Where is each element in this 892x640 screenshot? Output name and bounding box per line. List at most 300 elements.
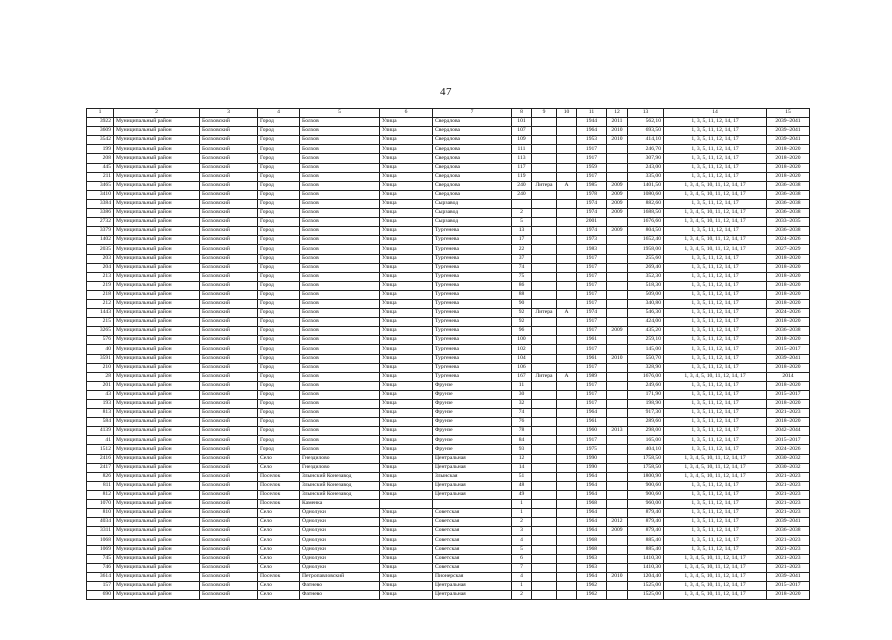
table-cell: 5 [512, 218, 532, 227]
table-cell: Болхов [300, 436, 380, 445]
table-cell [532, 590, 557, 599]
column-header: 13 [628, 109, 664, 118]
table-cell: А [557, 372, 577, 381]
table-cell: Тургенева [433, 345, 512, 354]
table-cell [532, 290, 557, 299]
table-cell: Болхов [300, 236, 380, 245]
table-cell: Центральная [433, 481, 512, 490]
table-row [87, 436, 810, 445]
table-cell [607, 418, 628, 427]
table-cell: 2018–2020 [767, 163, 810, 172]
table-cell: 335,00 [628, 172, 664, 181]
table-cell: 826 [87, 472, 114, 481]
table-cell: 1, 3, 4, 5, 10, 11, 12, 14, 17 [664, 554, 767, 563]
table-row [87, 136, 810, 145]
table-cell [557, 327, 577, 336]
table-cell: Город [258, 172, 300, 181]
table-cell: 48 [512, 481, 532, 490]
table-cell: Муниципальный район [114, 345, 200, 354]
table-cell: Муниципальный район [114, 481, 200, 490]
table-cell [557, 209, 577, 218]
table-cell: Город [258, 127, 300, 136]
table-cell: 1964 [577, 572, 607, 581]
table-cell: 307,90 [628, 154, 664, 163]
table-cell: Улица [380, 309, 433, 318]
table-cell: Свердлова [433, 181, 512, 190]
table-cell: Город [258, 409, 300, 418]
table-cell: Муниципальный район [114, 436, 200, 445]
table-cell: 117 [512, 163, 532, 172]
table-cell: Однолуки [300, 563, 380, 572]
table-cell: 1, 3, 5, 11, 12, 14, 17 [664, 363, 767, 372]
table-cell: Свердлова [433, 145, 512, 154]
table-cell: Село [258, 590, 300, 599]
table-cell: 6 [512, 554, 532, 563]
table-cell [532, 472, 557, 481]
table-cell: Муниципальный район [114, 590, 200, 599]
table-cell: Болхов [300, 281, 380, 290]
table-cell: Город [258, 372, 300, 381]
table-cell: Улица [380, 209, 433, 218]
table-row [87, 345, 810, 354]
table-cell: 1961 [577, 336, 607, 345]
table-cell: 2417 [87, 463, 114, 472]
table-cell: 4034 [87, 518, 114, 527]
table-cell: 2011 [607, 118, 628, 127]
table-cell: 4 [512, 536, 532, 545]
table-cell [532, 409, 557, 418]
column-header: 11 [577, 109, 607, 118]
column-header: 1 [87, 109, 114, 118]
table-cell: 1964 [577, 527, 607, 536]
table-cell: 1974 [577, 309, 607, 318]
table-cell [607, 454, 628, 463]
table-cell: Болхов [300, 163, 380, 172]
table-cell: Муниципальный район [114, 290, 200, 299]
table-cell: 2018–2020 [767, 299, 810, 308]
table-cell: Улица [380, 481, 433, 490]
table-row [87, 227, 810, 236]
table-cell: 804,50 [628, 227, 664, 236]
table-cell [380, 500, 433, 509]
table-cell [532, 272, 557, 281]
table-cell: 243,00 [628, 163, 664, 172]
table-cell: 2036–2038 [767, 209, 810, 218]
table-cell: 1, 3, 5, 11, 12, 14, 17 [664, 518, 767, 527]
table-cell: 2021–2023 [767, 563, 810, 572]
table-cell: Улица [380, 454, 433, 463]
table-cell [557, 318, 577, 327]
table-cell: Свердлова [433, 118, 512, 127]
table-cell: 1676,00 [628, 372, 664, 381]
table-cell: Город [258, 427, 300, 436]
table-cell: Свердлова [433, 190, 512, 199]
table-cell: 1, 3, 4, 5, 10, 11, 12, 14, 17 [664, 572, 767, 581]
table-cell: 211 [87, 172, 114, 181]
table-cell: Муниципальный район [114, 527, 200, 536]
table-cell: 811 [87, 481, 114, 490]
table-cell [557, 263, 577, 272]
table-cell [607, 381, 628, 390]
table-cell [557, 463, 577, 472]
table-row [87, 199, 810, 208]
table-cell [557, 518, 577, 527]
table-cell: 1, 3, 4, 5, 10, 11, 12, 14, 17 [664, 190, 767, 199]
table-cell: 3591 [87, 354, 114, 363]
table-cell: 193 [87, 400, 114, 409]
table-cell: Свердлова [433, 172, 512, 181]
table-cell [557, 290, 577, 299]
table-cell: 157 [87, 581, 114, 590]
table-cell [557, 390, 577, 399]
table-cell: 2 [512, 209, 532, 218]
table-cell [607, 400, 628, 409]
table-cell: 212 [87, 299, 114, 308]
table-cell: 1, 3, 5, 11, 12, 14, 17 [664, 545, 767, 554]
table-cell: 109 [512, 136, 532, 145]
table-cell: 1, 3, 4, 5, 10, 11, 12, 14, 17 [664, 454, 767, 463]
table-cell: Муниципальный район [114, 363, 200, 372]
table-row [87, 336, 810, 345]
table-cell [607, 500, 628, 509]
table-cell: 2013 [607, 427, 628, 436]
table-cell: Село [258, 527, 300, 536]
table-cell: Болховский [200, 427, 258, 436]
table-cell: Центральная [433, 590, 512, 599]
table-row [87, 327, 810, 336]
table-cell: 435,20 [628, 327, 664, 336]
table-cell: Болхов [300, 290, 380, 299]
table-cell: 1974 [577, 209, 607, 218]
table-cell: 203 [87, 254, 114, 263]
table-cell: Болховский [200, 409, 258, 418]
table-cell: Улица [380, 345, 433, 354]
table-cell [607, 345, 628, 354]
table-cell: Болховский [200, 327, 258, 336]
table-cell [557, 190, 577, 199]
table-cell [557, 481, 577, 490]
table-cell: Болховский [200, 245, 258, 254]
table-cell: 96 [512, 327, 532, 336]
table-cell: Болховский [200, 127, 258, 136]
table-cell: 104 [512, 354, 532, 363]
table-cell: 199 [87, 145, 114, 154]
table-cell: 2039–2041 [767, 127, 810, 136]
table-cell: Болховский [200, 554, 258, 563]
table-cell: 208 [87, 154, 114, 163]
table-cell: 49 [512, 490, 532, 499]
table-cell: 900,60 [628, 490, 664, 499]
table-cell: Болховский [200, 363, 258, 372]
table-cell: Болхов [300, 409, 380, 418]
table-cell: Болхов [300, 363, 380, 372]
table-cell: 3410 [87, 190, 114, 199]
table-cell: Село [258, 545, 300, 554]
table-cell [607, 145, 628, 154]
table-cell: Тургенева [433, 354, 512, 363]
table-row [87, 409, 810, 418]
table-cell [557, 436, 577, 445]
table-cell: Однолуки [300, 509, 380, 518]
table-cell: Город [258, 254, 300, 263]
table-cell [532, 545, 557, 554]
table-cell: 1, 3, 4, 5, 10, 11, 12, 14, 17 [664, 209, 767, 218]
table-cell [532, 127, 557, 136]
table-cell: 1974 [577, 227, 607, 236]
table-cell: 84 [512, 436, 532, 445]
table-cell: 113 [512, 154, 532, 163]
table-cell: 1, 3, 4, 5, 10, 11, 12, 14, 17 [664, 581, 767, 590]
table-cell: Муниципальный район [114, 254, 200, 263]
table-row [87, 500, 810, 509]
table-row [87, 590, 810, 599]
table-cell: Болховский [200, 381, 258, 390]
table-cell: Болхов [300, 272, 380, 281]
table-row [87, 127, 810, 136]
table-cell [607, 154, 628, 163]
table-row [87, 236, 810, 245]
table-cell: 1917 [577, 327, 607, 336]
table-cell: 2018–2020 [767, 290, 810, 299]
table-row [87, 527, 810, 536]
table-cell: Свердлова [433, 127, 512, 136]
table-cell: Болховский [200, 172, 258, 181]
table-cell: Злынский Конезавод [300, 490, 380, 499]
table-cell: Улица [380, 545, 433, 554]
table-cell: Болхов [300, 172, 380, 181]
table-cell: Болховский [200, 500, 258, 509]
table-cell: 119 [512, 172, 532, 181]
table-cell: Муниципальный район [114, 118, 200, 127]
table-cell: Улица [380, 327, 433, 336]
table-cell: Тургенева [433, 236, 512, 245]
table-cell: 1964 [577, 509, 607, 518]
table-cell [607, 545, 628, 554]
table-cell [557, 254, 577, 263]
table-cell: 2018–2020 [767, 381, 810, 390]
table-cell: Фрунзе [433, 400, 512, 409]
table-cell [557, 227, 577, 236]
table-cell: 550,70 [628, 354, 664, 363]
table-cell: 5 [512, 545, 532, 554]
table-cell: Улица [380, 227, 433, 236]
table-cell: 2018–2020 [767, 318, 810, 327]
table-cell: 1688,50 [628, 209, 664, 218]
table-cell: Пионерская [433, 572, 512, 581]
table-cell: 1758,50 [628, 463, 664, 472]
table-cell [532, 136, 557, 145]
table-cell: Улица [380, 145, 433, 154]
table-cell: 1968 [577, 500, 607, 509]
table-cell: Болховский [200, 281, 258, 290]
table-cell: 1968 [577, 536, 607, 545]
table-cell: Улица [380, 290, 433, 299]
table-cell: 1, 3, 5, 11, 12, 14, 17 [664, 445, 767, 454]
table-cell [532, 154, 557, 163]
table-cell: 74 [512, 263, 532, 272]
table-cell: 1, 3, 4, 5, 10, 11, 12, 14, 17 [664, 236, 767, 245]
table-cell [532, 427, 557, 436]
table-cell: Болхов [300, 127, 380, 136]
table-cell: 2039–2041 [767, 354, 810, 363]
table-cell: 1, 3, 5, 11, 12, 14, 17 [664, 318, 767, 327]
table-cell: 1990 [577, 454, 607, 463]
table-cell: Улица [380, 554, 433, 563]
column-header: 7 [433, 109, 512, 118]
table-cell: Муниципальный район [114, 199, 200, 208]
register-table [86, 108, 810, 600]
table-cell: 1964 [577, 127, 607, 136]
table-cell: Болхов [300, 190, 380, 199]
table-cell: 810 [87, 509, 114, 518]
column-header: 5 [300, 109, 380, 118]
table-cell: Город [258, 218, 300, 227]
table-row [87, 581, 810, 590]
table-cell [557, 236, 577, 245]
table-cell: Город [258, 281, 300, 290]
table-cell: 812 [87, 490, 114, 499]
table-cell: 2024–2026 [767, 445, 810, 454]
table-cell [607, 163, 628, 172]
table-cell: Муниципальный район [114, 227, 200, 236]
table-cell: Город [258, 436, 300, 445]
table-row [87, 390, 810, 399]
table-cell: 167 [512, 372, 532, 381]
table-cell [607, 263, 628, 272]
table-cell: 2039–2041 [767, 572, 810, 581]
table-cell: 1964 [577, 472, 607, 481]
table-cell: 576 [87, 336, 114, 345]
table-row [87, 463, 810, 472]
table-cell [557, 136, 577, 145]
table-cell: 562,10 [628, 118, 664, 127]
table-cell: 1, 3, 5, 11, 12, 14, 17 [664, 354, 767, 363]
table-cell: Фрунзе [433, 381, 512, 390]
table-cell: 107 [512, 127, 532, 136]
table-cell: Муниципальный район [114, 136, 200, 145]
table-cell: Болховский [200, 418, 258, 427]
table-row [87, 363, 810, 372]
table-cell: 885,40 [628, 545, 664, 554]
table-cell: 917,30 [628, 409, 664, 418]
table-cell: Улица [380, 199, 433, 208]
table-cell [557, 154, 577, 163]
table-cell: 1917 [577, 272, 607, 281]
table-cell: 1, 3, 5, 11, 12, 14, 17 [664, 299, 767, 308]
table-cell: Тургенева [433, 281, 512, 290]
table-cell [607, 245, 628, 254]
table-cell: 3265 [87, 327, 114, 336]
table-cell: 1, 3, 5, 11, 12, 14, 17 [664, 263, 767, 272]
column-header: 8 [512, 109, 532, 118]
table-cell: Улица [380, 390, 433, 399]
table-cell: Город [258, 445, 300, 454]
table-cell: Болховский [200, 354, 258, 363]
table-cell: Город [258, 309, 300, 318]
table-cell: Улица [380, 409, 433, 418]
table-cell: Муниципальный район [114, 572, 200, 581]
table-cell: Советская [433, 536, 512, 545]
table-cell: Советская [433, 518, 512, 527]
table-cell [532, 527, 557, 536]
table-cell: Улица [380, 118, 433, 127]
table-cell [607, 390, 628, 399]
table-cell [607, 318, 628, 327]
table-cell [557, 418, 577, 427]
table-cell: Улица [380, 436, 433, 445]
table-cell: 2009 [607, 327, 628, 336]
table-cell: 1, 3, 5, 11, 12, 14, 17 [664, 427, 767, 436]
table-cell: Болхов [300, 345, 380, 354]
table-row [87, 454, 810, 463]
table-cell: 2732 [87, 218, 114, 227]
table-cell: 2021–2023 [767, 545, 810, 554]
table-cell: Улица [380, 354, 433, 363]
table-cell: 2024–2026 [767, 309, 810, 318]
table-cell: 1961 [577, 418, 607, 427]
table-cell [607, 472, 628, 481]
table-cell: 1, 3, 5, 11, 12, 14, 17 [664, 254, 767, 263]
table-cell [557, 409, 577, 418]
table-cell: Сырзавод [433, 218, 512, 227]
table-cell: 1, 3, 5, 11, 12, 14, 17 [664, 500, 767, 509]
table-cell: Город [258, 245, 300, 254]
table-row [87, 472, 810, 481]
table-cell: Муниципальный район [114, 518, 200, 527]
table-cell: 1, 3, 5, 11, 12, 14, 17 [664, 127, 767, 136]
table-cell: Муниципальный район [114, 245, 200, 254]
table-cell: Болхов [300, 445, 380, 454]
table-cell: 1990 [577, 463, 607, 472]
table-cell: 92 [512, 309, 532, 318]
table-cell: 2018–2020 [767, 400, 810, 409]
table-cell [532, 518, 557, 527]
table-cell: Муниципальный район [114, 418, 200, 427]
table-cell: 2035 [87, 245, 114, 254]
table-cell [607, 290, 628, 299]
table-cell: Тургенева [433, 318, 512, 327]
table-cell: 13 [512, 227, 532, 236]
table-cell [607, 409, 628, 418]
table-cell: 1410,30 [628, 563, 664, 572]
table-cell: Улица [380, 190, 433, 199]
table-cell: 1, 3, 5, 11, 12, 14, 17 [664, 145, 767, 154]
table-cell: 1960 [577, 427, 607, 436]
table-cell: 100 [512, 336, 532, 345]
table-cell [532, 509, 557, 518]
table-cell: 3922 [87, 118, 114, 127]
table-cell: 4 [512, 572, 532, 581]
table-cell: Центральная [433, 454, 512, 463]
table-cell: 1961 [577, 354, 607, 363]
table-cell: 255,60 [628, 254, 664, 263]
table-cell: 813 [87, 409, 114, 418]
table-row [87, 145, 810, 154]
table-row [87, 172, 810, 181]
table-cell: 32 [512, 400, 532, 409]
table-cell: 2001 [577, 218, 607, 227]
table-cell: Муниципальный район [114, 427, 200, 436]
table-cell: Болховский [200, 272, 258, 281]
table-cell: 1985 [577, 181, 607, 190]
table-cell: 92 [512, 318, 532, 327]
table-cell: Муниципальный район [114, 554, 200, 563]
table-cell: Болховский [200, 490, 258, 499]
table-cell [607, 281, 628, 290]
table-cell: 1, 3, 4, 5, 10, 11, 12, 14, 17 [664, 372, 767, 381]
table-cell: Болхов [300, 309, 380, 318]
table-cell: 1917 [577, 154, 607, 163]
